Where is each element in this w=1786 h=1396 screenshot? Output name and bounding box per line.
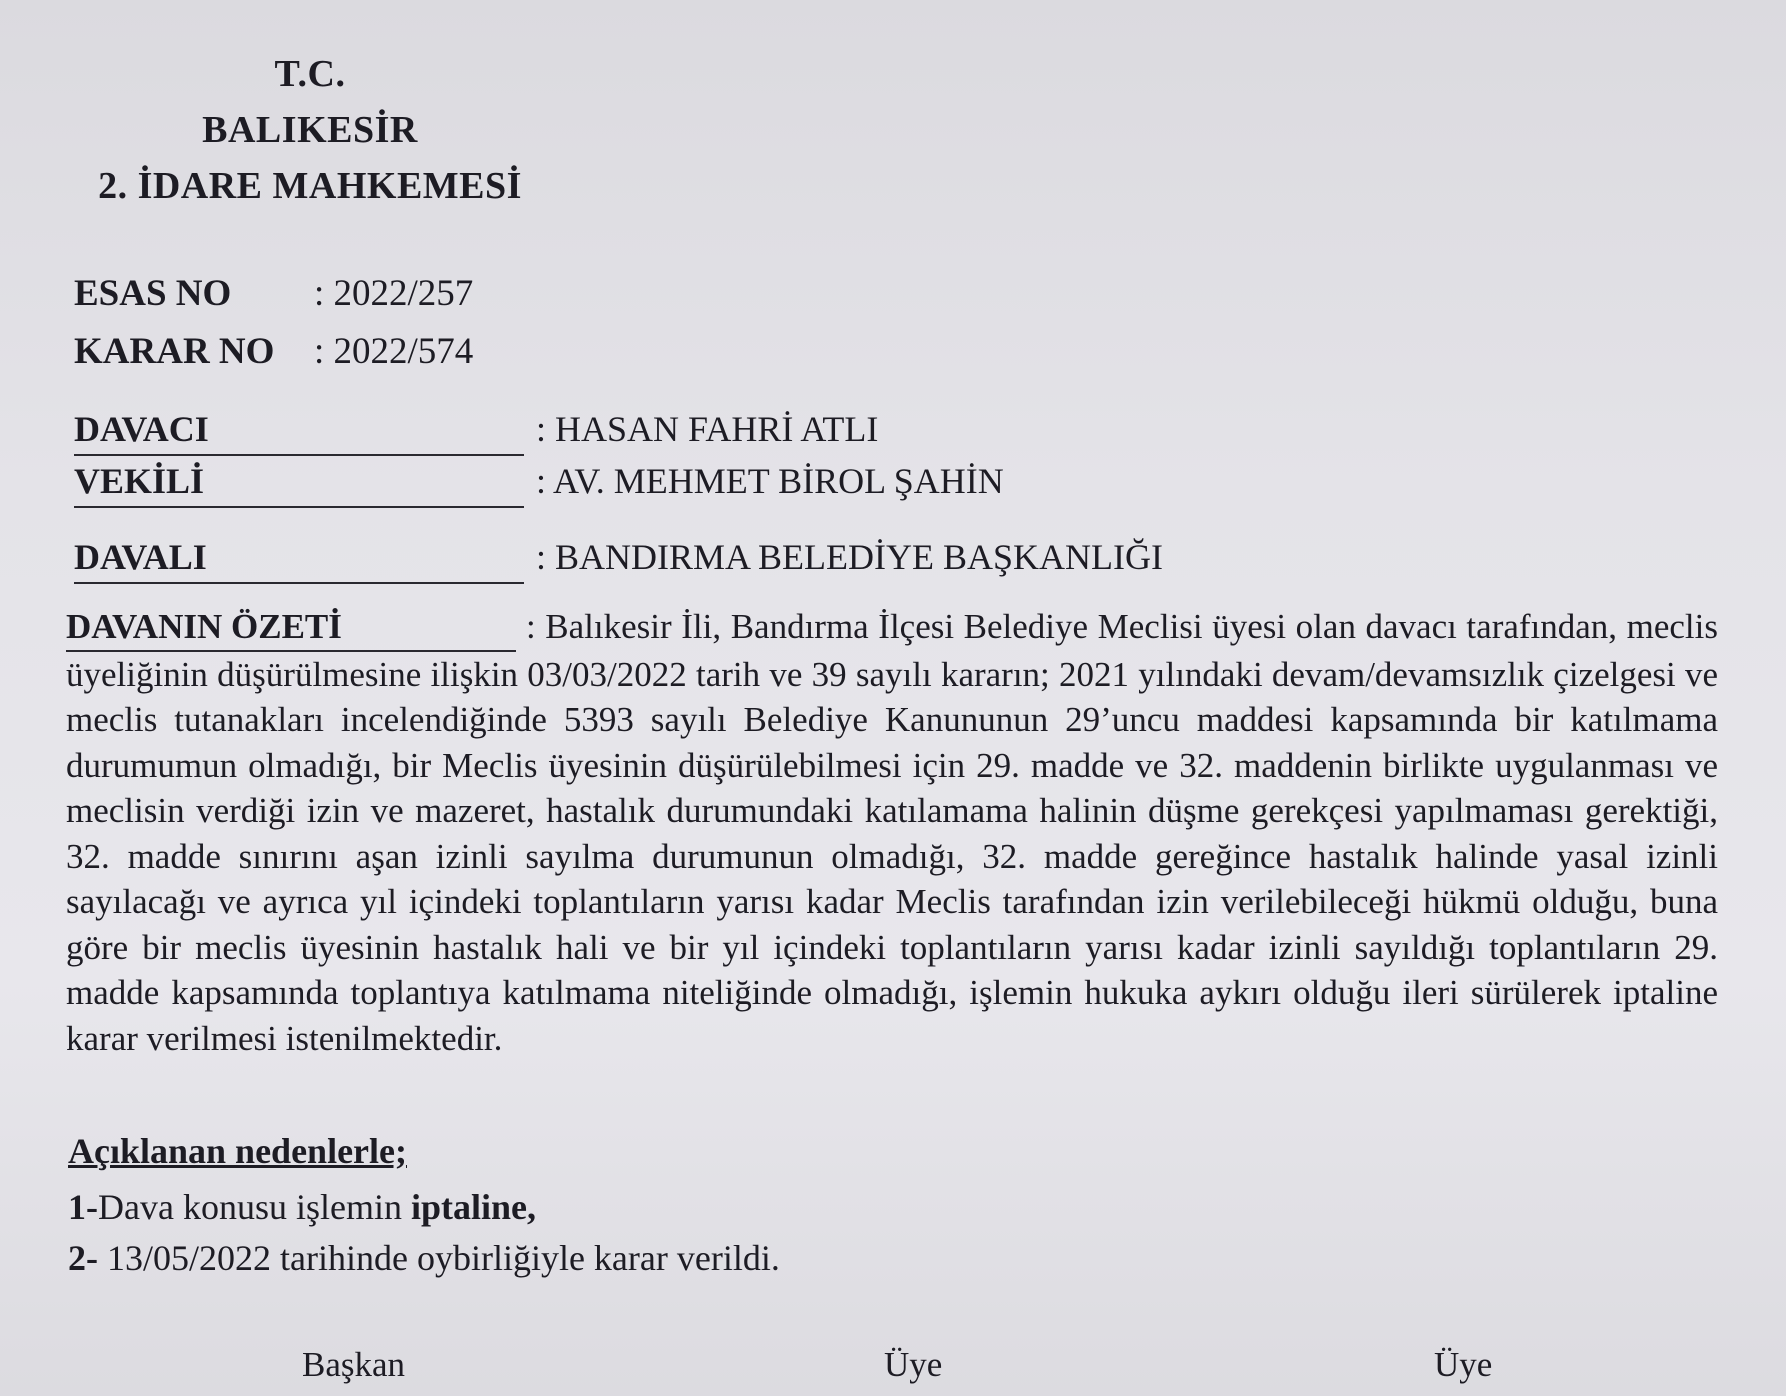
court-header bbox=[92, 46, 528, 214]
item-1-text: Dava konusu işlemin bbox=[98, 1187, 411, 1227]
davaci-label: DAVACI bbox=[74, 408, 524, 456]
item-1-number: 1- bbox=[68, 1187, 98, 1227]
court-line-name: 2. İDARE MAHKEMESİ bbox=[98, 165, 522, 207]
summary-text: : Balıkesir İli, Bandırma İlçesi Belediye Meclisi üyesi olan davacı tarafından, meclis üyeliğinin düşürülmesine ilişkin 03/03/2022 tarih ve 39 sayılı kararın; 2021 yılındaki devam/devamsızlık çizelgesi ve meclis tutanakları incelendiğinde 5393 sayılı Belediye Kanununun 29’uncu maddesi kapsamında bir katılmama durumumun olmadığı, bir Meclis üyesinin düşürülebilmesi için 29. madde ve 32. maddenin birlikte uygulanması ve meclisin verdiği izin ve mazeret, hastalık durumundaki katılamama halinin düşme gerekçesi yapılmaması gerektiği, 32. madde sınırını aşan izinli sayılma durumunun olmadığı, 32. madde gereğince hastalık halinde yasal izinli sayılacağı ve ayrıca yıl içindeki toplantıların yarısı kadar Meclis tarafından izin verilebileceği hükmü olduğu, buna göre bir meclis üyesinin hastalık hali ve bir yıl içindeki toplantıların yarısı kadar izinli sayıldığı toplantıların 29. madde kapsamında toplantıya katılmama niteliğinde olmadığı, işlemin hukuka aykırı olduğu ileri sürülerek iptaline karar verilmesi istenilmektedir. bbox=[66, 607, 1718, 1058]
esas-no-label: ESAS NO bbox=[74, 273, 232, 314]
karar-no-value: : 2022/574 bbox=[314, 331, 474, 372]
davaci-value: : HASAN FAHRİ ATLI bbox=[536, 409, 879, 449]
item-1-bold: iptaline, bbox=[410, 1187, 536, 1227]
davaci-row bbox=[74, 408, 1574, 456]
karar-no-label: KARAR NO bbox=[74, 331, 275, 372]
davali-label: DAVALI bbox=[74, 536, 524, 584]
decision-item-1 bbox=[68, 1182, 780, 1233]
vekili-label: VEKİLİ bbox=[74, 460, 524, 508]
decision-item-2 bbox=[68, 1233, 780, 1284]
vekili-value: : AV. MEHMET BİROL ŞAHİN bbox=[536, 461, 1004, 501]
vekili-row bbox=[74, 460, 1574, 508]
davali-value: : BANDIRMA BELEDİYE BAŞKANLIĞI bbox=[536, 537, 1163, 577]
item-2-text: 13/05/2022 tarihinde oybirliğiyle karar verildi. bbox=[98, 1238, 780, 1278]
decision-heading: Açıklanan nedenlerle; bbox=[68, 1131, 407, 1171]
decision-section bbox=[68, 1130, 780, 1284]
signature-president: Başkan bbox=[302, 1345, 406, 1384]
court-line-tc: T.C. bbox=[274, 53, 346, 95]
case-summary bbox=[66, 604, 1718, 1061]
karar-no-row bbox=[74, 330, 473, 373]
esas-no-value: : 2022/257 bbox=[314, 273, 474, 314]
esas-no-row bbox=[74, 272, 473, 315]
signature-member-1: Üye bbox=[884, 1345, 943, 1384]
signature-member-2: Üye bbox=[1434, 1345, 1493, 1384]
davali-row bbox=[74, 536, 1574, 584]
item-2-number: 2- bbox=[68, 1238, 98, 1278]
court-line-city: BALIKESİR bbox=[202, 109, 418, 151]
summary-label: DAVANIN ÖZETİ bbox=[66, 604, 516, 652]
